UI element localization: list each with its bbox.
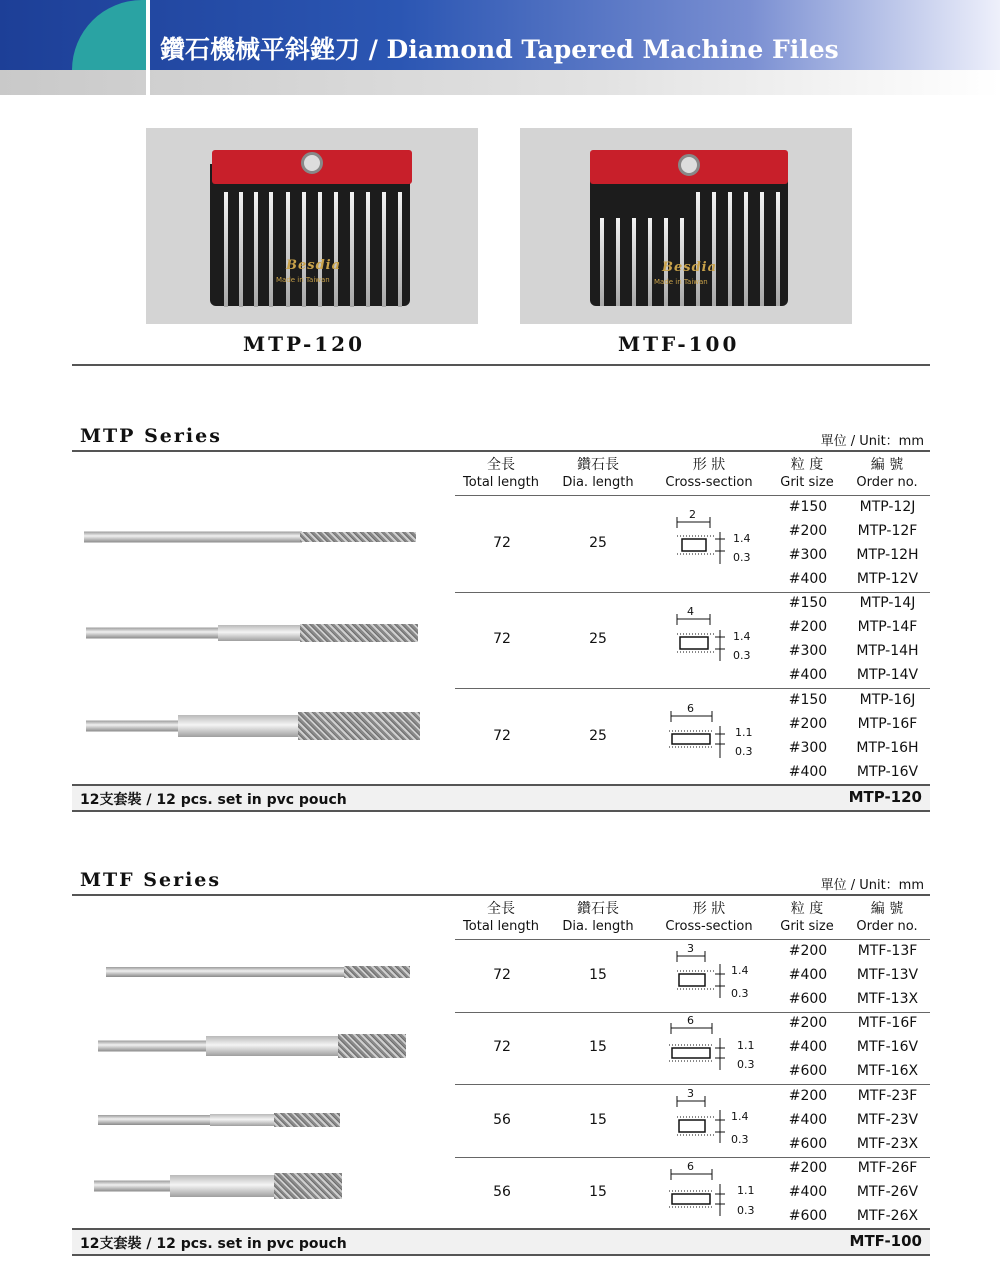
series-title-mtf: MTF Series: [80, 869, 222, 891]
file-image-mtp-12: [84, 527, 418, 547]
grit-size: #200: [788, 1088, 828, 1104]
file-image-mtp-14: [86, 622, 420, 644]
order-number: MTP-12V: [856, 571, 919, 587]
order-number: MTP-16H: [856, 740, 919, 756]
pouch-made-in: Made in Taiwan: [654, 278, 708, 286]
grit-size: #150: [788, 595, 828, 611]
order-number: MTP-12J: [859, 499, 916, 515]
set-order-number: MTP-120: [848, 788, 922, 806]
col-total-en: Total length: [463, 919, 539, 934]
order-number: MTF-23X: [856, 1136, 919, 1152]
grit-size: #300: [788, 547, 828, 563]
order-number: MTP-12F: [857, 523, 918, 539]
thickness-bottom: 0.3: [737, 1058, 755, 1071]
cross-section-diagram: [665, 1085, 765, 1149]
thickness-top: 1.1: [737, 1039, 755, 1052]
file-image-mtf-26: [94, 1171, 344, 1201]
col-order-en: Order no.: [856, 475, 918, 490]
cross-section-diagram: [665, 700, 765, 764]
order-number: MTF-13V: [856, 967, 919, 983]
width-label: 6: [687, 702, 694, 715]
total-length: 72: [493, 1039, 511, 1055]
dia-length: 15: [589, 1112, 607, 1128]
col-shape-zh: 形 狀: [692, 901, 726, 917]
order-number: MTF-26X: [856, 1208, 919, 1224]
thickness-top: 1.4: [731, 964, 749, 977]
cross-section-diagram: [665, 603, 765, 667]
dia-length: 15: [589, 1039, 607, 1055]
grit-size: #200: [788, 1015, 828, 1031]
col-dia-en: Dia. length: [562, 475, 634, 490]
col-total-zh: 全長: [487, 457, 515, 473]
grit-size: #400: [788, 1184, 828, 1200]
thickness-top: 1.1: [737, 1184, 755, 1197]
set-footer-mtf: [72, 1228, 930, 1256]
unit-label: 單位 / Unit：mm: [820, 434, 924, 449]
grit-size: #400: [788, 1112, 828, 1128]
col-order-zh: 編 號: [870, 901, 904, 917]
order-number: MTF-26F: [857, 1160, 918, 1176]
cross-section-diagram: [665, 940, 765, 1004]
grit-size: #200: [788, 619, 828, 635]
thickness-top: 1.4: [733, 630, 751, 643]
grit-size: #200: [788, 716, 828, 732]
order-number: MTF-26V: [856, 1184, 919, 1200]
order-number: MTF-23V: [856, 1112, 919, 1128]
width-label: 6: [687, 1014, 694, 1027]
series-rule: [72, 450, 930, 452]
grit-size: #300: [788, 643, 828, 659]
grit-size: #200: [788, 943, 828, 959]
width-label: 3: [687, 942, 694, 955]
col-dia-en: Dia. length: [562, 919, 634, 934]
thickness-bottom: 0.3: [737, 1204, 755, 1217]
photo-section-rule: [72, 364, 930, 366]
order-number: MTF-16X: [856, 1063, 919, 1079]
pouch-brand-logo: Besdia: [662, 260, 718, 275]
set-order-number: MTF-100: [849, 1232, 922, 1250]
order-number: MTF-13F: [857, 943, 918, 959]
order-number: MTP-16F: [857, 716, 918, 732]
set-description: 12支套裝 / 12 pcs. set in pvc pouch: [80, 792, 347, 808]
grit-size: #400: [788, 764, 828, 780]
order-number: MTF-16F: [857, 1015, 918, 1031]
dia-length: 25: [589, 728, 607, 744]
total-length: 72: [493, 728, 511, 744]
col-grit-en: Grit size: [780, 475, 834, 490]
width-label: 4: [687, 605, 694, 618]
col-shape-en: Cross-section: [665, 475, 753, 490]
pouch-made-in: Made in Taiwan: [276, 276, 330, 284]
grit-size: #400: [788, 967, 828, 983]
product-photo-mtf-100: [520, 128, 852, 324]
group-divider: [455, 495, 930, 496]
grit-size: #600: [788, 1208, 828, 1224]
col-total-en: Total length: [463, 475, 539, 490]
dia-length: 15: [589, 1184, 607, 1200]
col-order-en: Order no.: [856, 919, 918, 934]
product-photo-mtp-120: [146, 128, 478, 324]
total-length: 72: [493, 967, 511, 983]
order-number: MTP-12H: [856, 547, 919, 563]
col-grit-zh: 粒 度: [790, 901, 824, 917]
total-length: 72: [493, 631, 511, 647]
grit-size: #150: [788, 499, 828, 515]
col-shape-en: Cross-section: [665, 919, 753, 934]
col-grit-zh: 粒 度: [790, 457, 824, 473]
thickness-bottom: 0.3: [735, 745, 753, 758]
thickness-top: 1.4: [731, 1110, 749, 1123]
dia-length: 25: [589, 631, 607, 647]
dia-length: 15: [589, 967, 607, 983]
col-total-zh: 全長: [487, 901, 515, 917]
grit-size: #400: [788, 667, 828, 683]
width-label: 3: [687, 1087, 694, 1100]
group-divider: [455, 592, 930, 593]
grit-size: #400: [788, 571, 828, 587]
order-number: MTF-16V: [856, 1039, 919, 1055]
photo-caption-mtp-120: MTP-120: [243, 332, 366, 356]
cross-section-diagram: [665, 506, 765, 570]
order-number: MTP-14V: [856, 667, 919, 683]
set-footer-mtp: [72, 784, 930, 812]
order-number: MTP-16V: [856, 764, 919, 780]
thickness-bottom: 0.3: [731, 1133, 749, 1146]
order-number: MTP-16J: [859, 692, 916, 708]
series-rule: [72, 894, 930, 896]
grit-size: #600: [788, 1136, 828, 1152]
thickness-bottom: 0.3: [733, 551, 751, 564]
cross-section-diagram: [665, 1012, 765, 1076]
file-image-mtf-16: [98, 1032, 408, 1060]
grit-size: #400: [788, 1039, 828, 1055]
grit-size: #150: [788, 692, 828, 708]
header-divider: [146, 0, 150, 95]
file-image-mtf-23: [98, 1111, 342, 1129]
series-title-mtp: MTP Series: [80, 425, 222, 447]
order-number: MTP-14F: [857, 619, 918, 635]
width-label: 2: [689, 508, 696, 521]
total-length: 56: [493, 1112, 511, 1128]
dia-length: 25: [589, 535, 607, 551]
order-number: MTF-23F: [857, 1088, 918, 1104]
pouch-brand-logo: Besdia: [286, 258, 342, 273]
grit-size: #200: [788, 523, 828, 539]
total-length: 56: [493, 1184, 511, 1200]
grit-size: #300: [788, 740, 828, 756]
cross-section-diagram: [665, 1157, 765, 1221]
photo-caption-mtf-100: MTF-100: [618, 332, 740, 356]
grit-size: #600: [788, 991, 828, 1007]
col-grit-en: Grit size: [780, 919, 834, 934]
thickness-bottom: 0.3: [733, 649, 751, 662]
file-image-mtf-13: [106, 964, 412, 980]
thickness-top: 1.4: [733, 532, 751, 545]
file-image-mtp-16: [86, 710, 422, 742]
unit-label: 單位 / Unit：mm: [820, 878, 924, 893]
page-title: 鑽石機械平斜銼刀 / Diamond Tapered Machine Files: [160, 35, 839, 64]
total-length: 72: [493, 535, 511, 551]
col-shape-zh: 形 狀: [692, 457, 726, 473]
order-number: MTF-13X: [856, 991, 919, 1007]
col-order-zh: 編 號: [870, 457, 904, 473]
thickness-bottom: 0.3: [731, 987, 749, 1000]
order-number: MTP-14H: [856, 643, 919, 659]
col-dia-zh: 鑽石長: [577, 901, 619, 917]
col-dia-zh: 鑽石長: [577, 457, 619, 473]
grit-size: #200: [788, 1160, 828, 1176]
group-divider: [455, 688, 930, 689]
width-label: 6: [687, 1160, 694, 1173]
grit-size: #600: [788, 1063, 828, 1079]
thickness-top: 1.1: [735, 726, 753, 739]
order-number: MTP-14J: [859, 595, 916, 611]
set-description: 12支套裝 / 12 pcs. set in pvc pouch: [80, 1236, 347, 1252]
header-grey-band: [0, 70, 1000, 95]
